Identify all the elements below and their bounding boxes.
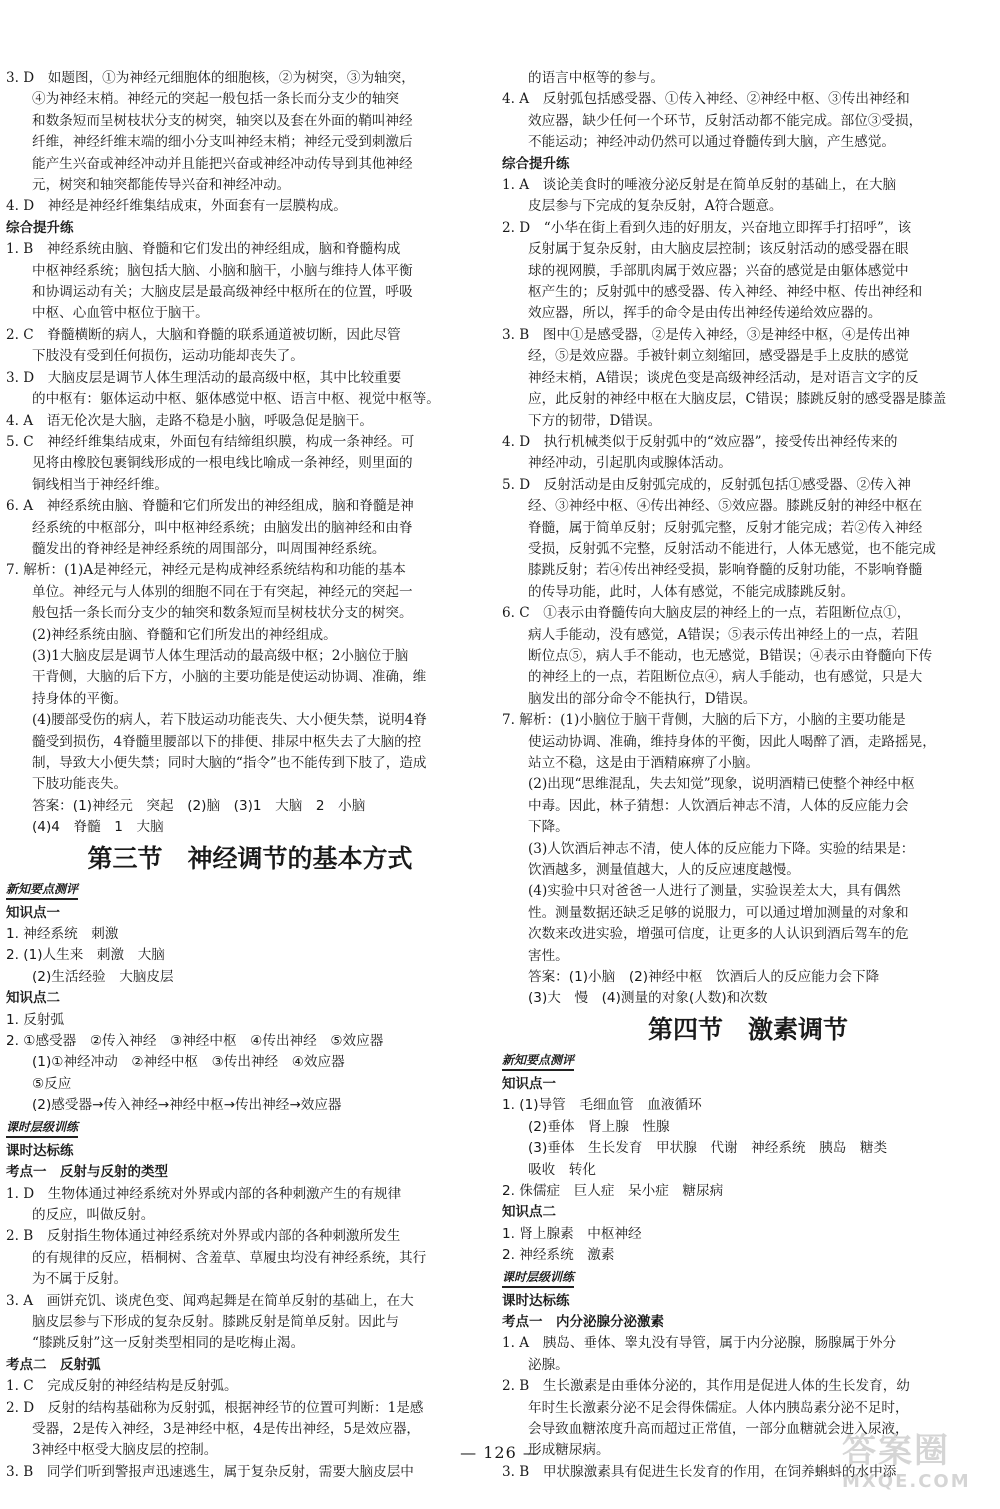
answer-line: (1)①神经冲动 ②神经中枢 ③传出神经 ④效应器 (32, 1054, 345, 1071)
answer-line: 下肢没有受到任何损伤，运动功能却丧失了。 (32, 348, 304, 365)
left-column (6, 68, 494, 1483)
subsection-label: 课时层级训练 (6, 1119, 78, 1138)
answer-line: (4)实验中只对爸爸一人进行了测量，实验误差太大，具有偶然 (528, 883, 901, 900)
answer-line: 2. ①感受器 ②传入神经 ③神经中枢 ④传出神经 ⑤效应器 (6, 1033, 384, 1050)
exam-point-heading: 考点一 反射与反射的类型 (6, 1164, 168, 1181)
answer-line: 经系统的中枢部分，叫中枢神经系统；由脑发出的脑神经和由脊 (32, 519, 413, 536)
answer-line: 1. 神经系统 刺激 (6, 926, 119, 943)
answer-key: 答案：(1)小脑 (2)神经中枢 饮酒后人的反应能力会下降 (528, 969, 880, 986)
answer-line: 应，此反射的神经中枢在大脑皮层，C错误；膝跳反射的感受器是膝盖 (528, 391, 947, 408)
answer-line: 4. A 语无伦次是大脑，走路不稳是小脑，呼吸急促是脑干。 (6, 412, 373, 429)
answer-line: 2. D “小华在街上看到久违的好朋友，兴奋地立即挥手打招呼”，该 (502, 219, 912, 236)
answer-line: 3神经中枢受大脑皮层的控制。 (32, 1442, 218, 1459)
subsection-label: 课时层级训练 (502, 1269, 574, 1288)
answer-line: 2. B 生长激素是由垂体分泌的，其作用是促进人体的生长发育，幼 (502, 1378, 910, 1395)
answer-line: 中毒。因此，林子猜想：人饮酒后神志不清，人体的反应能力会 (528, 797, 909, 814)
answer-line: (3)人饮酒后神志不清，使人体的反应能力下降。实验的结果是： (528, 840, 915, 857)
watermark-text: 答案圈 (842, 1431, 950, 1471)
answer-line: 性。测量数据还缺乏足够的说服力，可以通过增加测量的对象和 (528, 904, 909, 921)
answer-line: 元，树突和轴突都能传导兴奋和神经冲动。 (32, 177, 291, 194)
answer-line: 1. A 谈论美食时的唾液分泌反射是在简单反射的基础上，在大脑 (502, 177, 897, 194)
answer-line: 5. D 反射活动是由反射弧完成的，反射弧包括①感受器、②传入神 (502, 476, 911, 493)
exam-point-heading: 考点二 反射弧 (6, 1356, 101, 1373)
answer-line: 使运动协调、准确，维持身体的平衡，因此人喝醉了酒，走路摇晃， (528, 733, 936, 750)
answer-line: 3. B 图中①是感受器，②是传入神经，③是神经中枢，④是传出神 (502, 326, 910, 343)
knowledge-point-heading: 知识点二 (6, 990, 60, 1007)
answer-line: 皮层参与下完成的复杂反射，A符合题意。 (528, 198, 783, 215)
answer-line: 的神经上的一点，若阻断位点④，病人手能动，也有感觉，只是大 (528, 669, 923, 686)
answer-line: 3. B 同学们听到警报声迅速逃生，属于复杂反射，需要大脑皮层中 (6, 1463, 414, 1480)
exam-point-heading: 考点一 内分泌腺分泌激素 (502, 1313, 664, 1330)
answer-line: 4. D 神经是神经纤维集结成束，外面套有一层膜构成。 (6, 198, 347, 215)
answer-line: 神经末梢，A错误；谈虎色变是高级神经活动，是对语言文字的反 (528, 369, 919, 386)
right-column (502, 68, 994, 1483)
subsection-label: 新知要点测评 (502, 1052, 574, 1071)
answer-line: 为不属于反射。 (32, 1271, 128, 1288)
answer-line: 1. 反射弧 (6, 1011, 65, 1028)
answer-line: 1. B 神经系统由脑、脊髓和它们发出的神经组成，脑和脊髓构成 (6, 241, 401, 258)
answer-line: 7. 解析：(1)小脑位于脑干背侧，大脑的后下方，小脑的主要功能是 (502, 712, 906, 729)
answer-line: 1. A 胰岛、垂体、睾丸没有导管，属于内分泌腺，肠腺属于外分 (502, 1335, 897, 1352)
answer-line: 神经冲动，引起肌肉或腺体活动。 (528, 455, 732, 472)
answer-line: 1. C 完成反射的神经结构是反射弧。 (6, 1378, 238, 1395)
answer-line: 纤维，神经纤维末端的细小分支叫神经末梢；神经元受到刺激后 (32, 134, 413, 151)
answer-line: (2)出现“思维混乱，失去知觉”现象，说明酒精已使整个神经中枢 (528, 776, 915, 793)
answer-line: 受损，反射弧不完整，反射活动不能进行，人体无感觉，也不能完成 (528, 540, 936, 557)
section-title: 第三节 神经调节的基本方式 (87, 843, 413, 873)
answer-line: 吸收 转化 (528, 1161, 596, 1178)
answer-key: (3)大 慢 (4)测量的对象(人数)和次数 (528, 990, 768, 1007)
answer-line: 膝跳反射；若④传出神经受损，影响脊髓的反射功能，不影响脊髓 (528, 562, 923, 579)
answer-line: 的有规律的反应，梧桐树、含羞草、草履虫均没有神经系统，其行 (32, 1249, 427, 1266)
answer-line: “膝跳反射”这一反射类型相同的是吃梅止渴。 (32, 1335, 305, 1352)
answer-line: ④为神经末梢。神经元的突起一般包括一条长而分支少的轴突 (32, 91, 400, 108)
knowledge-point-heading: 知识点一 (6, 904, 60, 921)
answer-line: 制，导致大小便失禁；同时大脑的“指令”也不能传到下肢了，造成 (32, 755, 427, 771)
answer-key: (4)4 脊髓 1 大脑 (32, 819, 164, 836)
answer-line: 的语言中枢等的参与。 (528, 70, 664, 86)
answer-line: 次数来改进实验，增强可信度，让更多的人认识到酒后驾车的危 (528, 926, 909, 943)
answer-line: 受器，2是传入神经，3是神经中枢，4是传出神经，5是效应器， (32, 1420, 421, 1437)
answer-line: 枢产生的；反射弧中的感受器、传入神经、神经中枢、传出神经和 (528, 284, 923, 301)
answer-line: 2. 侏儒症 巨人症 呆小症 糖尿病 (502, 1182, 724, 1199)
answer-line: 见将由橡胶包裹铜线形成的一根电线比喻成一条神经，则里面的 (32, 455, 413, 472)
answer-line: 3. D 如题图，①为神经元细胞体的细胞核，②为树突，③为轴突， (6, 70, 415, 86)
subsection-label: 新知要点测评 (6, 881, 78, 900)
answer-line: 3. D 大脑皮层是调节人体生理活动的最高级中枢，其中比较重要 (6, 369, 402, 386)
answer-line: 和协调运动有关；大脑皮层是最高级神经中枢所在的位置，呼吸 (32, 284, 413, 301)
answer-line: 中枢神经系统；脑包括大脑、小脑和脑干，小脑与维持人体平衡 (32, 262, 413, 279)
answer-line: (4)腰部受伤的病人，若下肢运动功能丧失、大小便失禁，说明4脊 (32, 712, 427, 729)
answer-line: 反射属于复杂反射，由大脑皮层控制；该反射活动的感受器在眼 (528, 241, 909, 258)
page-number: — 126 — (460, 1443, 540, 1462)
answer-line: 和数条短而呈树枝状分支的树突，轴突以及套在外面的鞘叫神经 (32, 112, 413, 129)
answer-line: 2. 神经系统 激素 (502, 1247, 615, 1264)
answer-line: 4. A 反射弧包括感受器、①传入神经、②神经中枢、③传出神经和 (502, 91, 910, 108)
practice-heading: 课时达标练 (502, 1292, 570, 1309)
answer-line: 1. 肾上腺素 中枢神经 (502, 1225, 642, 1242)
answer-line: 6. C ①表示由脊髓传向大脑皮层的神经上的一点，若阻断位点①， (502, 605, 911, 622)
answer-line: 站立不稳，这是由于酒精麻痹了小脑。 (528, 755, 760, 771)
answer-line: 的反应，叫做反射。 (32, 1206, 155, 1223)
answer-line: 髓受到损伤，4脊髓里腰部以下的排便、排尿中枢失去了大脑的控 (32, 733, 422, 750)
answer-line: 3. B 甲状腺激素具有促进生长发育的作用，在饲养蝌蚪的水中添 (502, 1463, 897, 1480)
answer-line: (2)垂体 肾上腺 性腺 (528, 1118, 670, 1135)
section-title: 第四节 激素调节 (647, 1014, 848, 1044)
answer-line: 断位点⑤，病人手不能动，也无感觉，B错误；④表示由脊髓向下传 (528, 647, 933, 664)
answer-line: (2)感受器→传入神经→神经中枢→传出神经→效应器 (32, 1097, 342, 1114)
practice-heading: 课时达标练 (6, 1142, 74, 1159)
answer-line: 铜线相当于神经纤维。 (32, 476, 168, 493)
answer-line: 效应器，缺少任何一个环节，反射活动都不能完成。部位③受损， (528, 112, 923, 129)
answer-line: 持身体的平衡。 (32, 690, 128, 707)
answer-line: 泌腺。 (528, 1356, 569, 1373)
answer-line: 能产生兴奋或神经冲动并且能把兴奋或神经冲动传导到其他神经 (32, 155, 413, 172)
answer-line: 脑皮层参与下形成的复杂反射。膝跳反射是简单反射。因此与 (32, 1313, 400, 1330)
answer-line: 下方的韧带，D错误。 (528, 412, 662, 429)
answer-line: 单位。神经元与人体别的细胞不同在于有突起，神经元的突起一 (32, 583, 413, 600)
answer-line: 7. 解析：(1)A是神经元，神经元是构成神经系统结构和功能的基本 (6, 562, 406, 579)
answer-line: 脑发出的部分命令不能执行，D错误。 (528, 690, 757, 707)
answer-line: 下肢功能丧失。 (32, 776, 128, 793)
answer-line: 下降。 (528, 819, 569, 836)
answer-key: 答案：(1)神经元 突起 (2)脑 (3)1 大脑 2 小脑 (32, 797, 366, 814)
answer-line: 饮酒越多，测量值越大，人的反应速度越慢。 (528, 862, 800, 879)
answer-line: 不能运动；神经冲动仍然可以通过脊髓传到大脑，产生感觉。 (528, 134, 896, 151)
knowledge-point-heading: 知识点二 (502, 1204, 556, 1221)
answer-line: 干背侧，大脑的后下方，小脑的主要功能是使运动协调、准确，维 (32, 669, 427, 686)
answer-line: (3)1大脑皮层是调节人体生理活动的最高级中枢；2小脑位于脑 (32, 647, 409, 664)
answer-line: 病人手能动，没有感觉，A错误；⑤表示传出神经上的一点，若阻 (528, 626, 919, 643)
answer-line: 形成糖尿病。 (528, 1442, 610, 1459)
answer-line: 会导致血糖浓度升高而超过正常值，一部分血糖就会进入尿液， (528, 1420, 909, 1437)
answer-line: 2. (1)人生来 刺激 大脑 (6, 947, 165, 964)
watermark-logo (842, 1431, 992, 1501)
answer-line: (2)神经系统由脑、脊髓和它们所发出的神经组成。 (32, 626, 337, 643)
answer-line: 2. B 反射指生物体通过神经系统对外界或内部的各种刺激所发生 (6, 1228, 401, 1245)
answer-line: (2)生活经验 大脑皮层 (32, 968, 174, 985)
answer-line: ⑤反应 (32, 1075, 72, 1092)
answer-line: 髓发出的脊神经是神经系统的周围部分，叫周围神经系统。 (32, 540, 386, 557)
answer-line: 球的视网膜，手部肌肉属于效应器；兴奋的感觉是由躯体感觉中 (528, 262, 909, 279)
answer-line: 3. A 画饼充饥、谈虎色变、闻鸡起舞是在简单反射的基础上，在大 (6, 1292, 414, 1309)
section-heading: 综合提升练 (6, 219, 74, 236)
answer-line: 般包括一条长而分支少的轴突和数条短而呈树枝状分支的树突。 (32, 605, 413, 622)
answer-line: 5. C 神经纤维集结成束，外面包有结缔组织膜，构成一条神经。可 (6, 433, 415, 450)
answer-line: 害性。 (528, 947, 569, 964)
section-heading: 综合提升练 (502, 155, 570, 172)
watermark-url: MXQE.COM (842, 1471, 971, 1492)
answer-line: 6. A 神经系统由脑、脊髓和它们所发出的神经组成，脑和脊髓是神 (6, 498, 414, 515)
answer-line: 效应器，所以，挥手的命令是由传出神经传递给效应器的。 (528, 305, 882, 322)
answer-line: 1. D 生物体通过神经系统对外界或内部的各种刺激产生的有规律 (6, 1185, 402, 1202)
answer-line: (3)垂体 生长发育 甲状腺 代谢 神经系统 胰岛 糖类 (528, 1140, 888, 1157)
answer-line: 1. (1)导管 毛细血管 血液循环 (502, 1097, 702, 1114)
answer-line: 的中枢有：躯体运动中枢、躯体感觉中枢、语言中枢、视觉中枢等。 (32, 391, 440, 408)
answer-line: 4. D 执行机械类似于反射弧中的“效应器”，接受传出神经传来的 (502, 433, 898, 450)
answer-line: 年时生长激素分泌不足会得侏儒症。人体内胰岛素分泌不足时， (528, 1399, 909, 1416)
answer-line: 脊髓，属于简单反射；反射弧完整，反射才能完成；若②传入神经 (528, 519, 923, 536)
answer-line: 经、③神经中枢、④传出神经、⑤效应器。膝跳反射的神经中枢在 (528, 498, 923, 515)
answer-line: 2. D 反射的结构基础称为反射弧，根据神经节的位置可判断：1是感 (6, 1399, 424, 1416)
answer-line: 的传导功能，此时，人体有感觉，不能完成膝跳反射。 (528, 583, 855, 600)
answer-line: 2. C 脊髓横断的病人，大脑和脊髓的联系通道被切断，因此尽管 (6, 326, 401, 343)
answer-line: 中枢、心血管中枢位于脑干。 (32, 305, 209, 322)
answer-line: 经，⑤是效应器。手被针刺立刻缩回，感受器是手上皮肤的感觉 (528, 348, 909, 365)
knowledge-point-heading: 知识点一 (502, 1075, 556, 1092)
